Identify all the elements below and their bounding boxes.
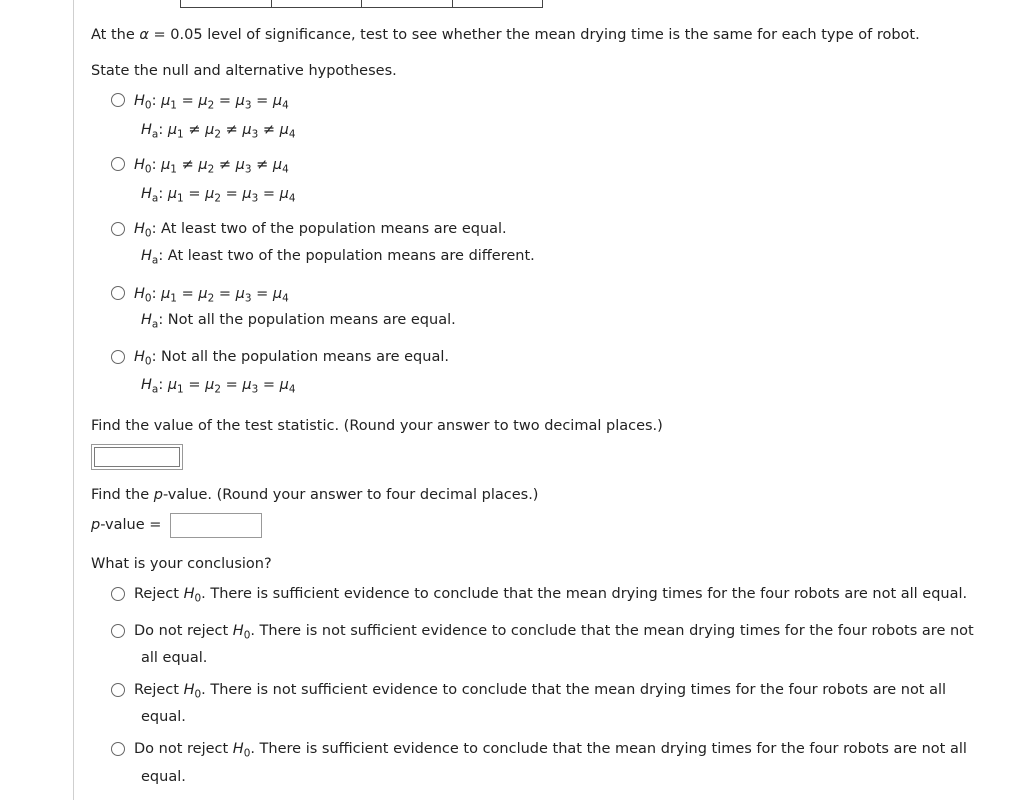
mu: μ: [167, 377, 178, 393]
h0-label: H: [134, 221, 145, 237]
conclusion-option-3-radio[interactable]: [111, 683, 125, 697]
conclusion-verb: Reject: [134, 682, 184, 698]
conclusion-option-2-radio[interactable]: [111, 624, 125, 638]
eq: =: [218, 286, 231, 302]
eq: =: [225, 186, 238, 202]
mu: μ: [235, 286, 245, 302]
mu-sub: 2: [207, 99, 215, 112]
p-value-label: [91, 517, 161, 533]
question-text: [91, 27, 920, 43]
p-value-prompt-before: Find the: [91, 487, 154, 503]
mu: μ: [161, 157, 171, 173]
option-5-ha: $H_a$: $\mu_1 = \mu_2 = \mu_3 = \mu_4$: [141, 377, 296, 396]
mu: μ: [242, 122, 252, 138]
eq: =: [181, 286, 194, 302]
table-cell: [271, 0, 362, 8]
mu-sub: 3: [251, 383, 259, 396]
mu: μ: [272, 286, 283, 302]
mu-sub: 2: [207, 292, 215, 305]
eq: =: [188, 377, 201, 393]
hypothesis-option-4-radio[interactable]: [111, 286, 125, 300]
hypothesis-option-3-radio[interactable]: [111, 222, 125, 236]
conclusion-verb: Do not reject: [134, 623, 233, 639]
option-3-ha-text: : At least two of the population means are different.: [158, 248, 535, 264]
mu-sub: 1: [170, 163, 177, 176]
hypothesis-option-2-radio[interactable]: [111, 157, 125, 171]
eq: =: [262, 186, 275, 202]
mu: μ: [198, 286, 208, 302]
test-statistic-input-box: [94, 447, 180, 467]
mu-sub: 4: [282, 163, 289, 176]
mu: μ: [205, 377, 215, 393]
conclusion-verb: Reject: [134, 586, 184, 602]
mu: μ: [279, 186, 289, 202]
ha-label: H: [141, 186, 152, 202]
h0-sub: 0: [243, 747, 251, 760]
h0-label: H: [232, 623, 244, 639]
ha-label: H: [141, 248, 152, 264]
h0-label: H: [134, 157, 145, 173]
option-2-ha: $H_a$: $\mu_1 = \mu_2 = \mu_3 = \mu_4$: [141, 186, 296, 205]
eq: =: [256, 286, 269, 302]
conclusion-option-1-radio[interactable]: [111, 587, 125, 601]
hypothesis-option-1-radio[interactable]: [111, 93, 125, 107]
p-value-prompt-p: p: [153, 487, 163, 503]
conclusion-option-3-line2: equal.: [141, 709, 186, 725]
h0-label: H: [232, 741, 244, 757]
conclusion-rest: . There is sufficient evidence to conclude that the mean drying times for the four robots are not all equal.: [201, 586, 968, 602]
alpha-intro: At the: [91, 27, 135, 43]
mu-sub: 4: [288, 192, 296, 205]
mu: μ: [161, 93, 171, 109]
hypotheses-prompt: State the null and alternative hypotheses.: [91, 63, 397, 79]
conclusion-option-4-line2: equal.: [141, 769, 186, 785]
ne: ≠: [188, 122, 201, 138]
mu-sub: 1: [170, 99, 177, 112]
mu: μ: [272, 157, 283, 173]
mu-sub: 3: [244, 99, 252, 112]
h0-sub: 0: [144, 163, 152, 176]
mu: μ: [167, 122, 178, 138]
table-cell: [452, 0, 543, 8]
mu-sub: 1: [170, 292, 177, 305]
mu-sub: 2: [207, 163, 215, 176]
option-3-h0: [134, 221, 507, 240]
eq: =: [218, 93, 231, 109]
mu: μ: [279, 377, 289, 393]
mu: μ: [242, 377, 252, 393]
h0-sub: 0: [144, 292, 152, 305]
mu-sub: 4: [288, 383, 296, 396]
h0-label: H: [134, 286, 145, 302]
p-value-input[interactable]: [171, 514, 261, 537]
h0-label: H: [134, 349, 145, 365]
p-value-prompt-after: -value. (Round your answer to four decimal places.): [162, 487, 539, 503]
option-1-ha: $H_a$: $\mu_1 \ne \mu_2 \ne \mu_3 \ne \mu_4$: [141, 122, 296, 141]
ha-sub: a: [151, 192, 159, 205]
p-value-prompt: [91, 487, 538, 503]
mu: μ: [198, 93, 208, 109]
h0-label: H: [134, 93, 145, 109]
h0-sub: 0: [144, 227, 152, 240]
mu-sub: 2: [214, 383, 221, 396]
ne: ≠: [262, 122, 275, 138]
option-5-h0: [134, 349, 449, 368]
conclusion-option-1-text: [134, 586, 968, 605]
eq: =: [225, 377, 238, 393]
data-table-bottom: [180, 0, 543, 9]
p-value-input-box: [170, 513, 262, 538]
mu-sub: 3: [251, 192, 259, 205]
ha-sub: a: [151, 383, 159, 396]
mu: μ: [205, 122, 215, 138]
h0-sub: 0: [194, 592, 202, 605]
mu: μ: [161, 286, 171, 302]
ne: ≠: [181, 157, 194, 173]
mu-sub: 1: [177, 128, 184, 141]
conclusion-option-4-radio[interactable]: [111, 742, 125, 756]
conclusion-rest: . There is sufficient evidence to conclude that the mean drying times for the four robots are not all: [250, 741, 967, 757]
option-4-ha: [141, 312, 456, 331]
mu-sub: 1: [177, 383, 184, 396]
h0-sub: 0: [243, 629, 251, 642]
ha-label: H: [141, 122, 152, 138]
option-2-h0: $H_0$: $\mu_1 \ne \mu_2 \ne \mu_3 \ne \mu_4$: [134, 157, 289, 176]
mu-sub: 3: [244, 292, 252, 305]
conclusion-option-4-text: [134, 741, 967, 760]
mu-sub: 3: [251, 128, 259, 141]
ne: ≠: [225, 122, 238, 138]
conclusion-option-3-text: [134, 682, 947, 701]
page-left-border: [73, 0, 74, 800]
mu-sub: 1: [177, 192, 184, 205]
mu: μ: [272, 93, 283, 109]
ne: ≠: [256, 157, 269, 173]
conclusion-option-2-line2: all equal.: [141, 650, 208, 666]
ha-sub: a: [151, 128, 159, 141]
ne: ≠: [218, 157, 231, 173]
table-cell: [361, 0, 453, 8]
h0-sub: 0: [144, 355, 152, 368]
eq: =: [188, 186, 201, 202]
ha-sub: a: [151, 318, 159, 331]
option-3-ha: [141, 248, 535, 267]
mu: μ: [279, 122, 289, 138]
mu: μ: [242, 186, 252, 202]
table-cell: [180, 0, 272, 8]
mu-sub: 4: [282, 292, 289, 305]
mu: μ: [235, 93, 245, 109]
eq: =: [256, 93, 269, 109]
p-value-label-rest: -value =: [100, 517, 162, 533]
alpha-symbol: α: [139, 27, 149, 43]
test-statistic-prompt: Find the value of the test statistic. (Round your answer to two decimal places.): [91, 418, 663, 434]
option-4-ha-text: : Not all the population means are equal.: [158, 312, 456, 328]
conclusion-verb: Do not reject: [134, 741, 233, 757]
conclusion-prompt: What is your conclusion?: [91, 556, 272, 572]
hypothesis-option-5-radio[interactable]: [111, 350, 125, 364]
eq: =: [262, 377, 275, 393]
mu-sub: 2: [214, 128, 221, 141]
test-statistic-input-frame: [91, 444, 183, 470]
mu: μ: [235, 157, 245, 173]
conclusion-option-2-text: [134, 623, 974, 642]
mu: μ: [205, 186, 215, 202]
alpha-rest: = 0.05 level of significance, test to see whether the mean drying time is the same for each type of robot.: [153, 27, 920, 43]
option-4-h0: $H_0$: $\mu_1 = \mu_2 = \mu_3 = \mu_4$: [134, 286, 289, 305]
h0-sub: 0: [144, 99, 152, 112]
mu-sub: 4: [282, 99, 289, 112]
conclusion-rest: . There is not sufficient evidence to conclude that the mean drying times for the four robots are not all: [201, 682, 947, 698]
test-statistic-input[interactable]: [95, 448, 179, 466]
option-1-h0: $H_0$: $\mu_1 = \mu_2 = \mu_3 = \mu_4$: [134, 93, 289, 112]
mu: μ: [198, 157, 208, 173]
h0-sub: 0: [194, 688, 202, 701]
mu-sub: 2: [214, 192, 221, 205]
h0-label: H: [183, 586, 195, 602]
option-3-h0-text: : At least two of the population means are equal.: [151, 221, 507, 237]
mu: μ: [167, 186, 178, 202]
h0-label: H: [183, 682, 195, 698]
mu-sub: 4: [288, 128, 296, 141]
ha-sub: a: [151, 254, 159, 267]
p-value-label-p: p: [91, 517, 101, 533]
option-5-h0-text: : Not all the population means are equal.: [151, 349, 449, 365]
mu-sub: 3: [244, 163, 252, 176]
eq: =: [181, 93, 194, 109]
ha-label: H: [141, 312, 152, 328]
ha-label: H: [141, 377, 152, 393]
conclusion-rest: . There is not sufficient evidence to conclude that the mean drying times for the four robots are not: [250, 623, 974, 639]
